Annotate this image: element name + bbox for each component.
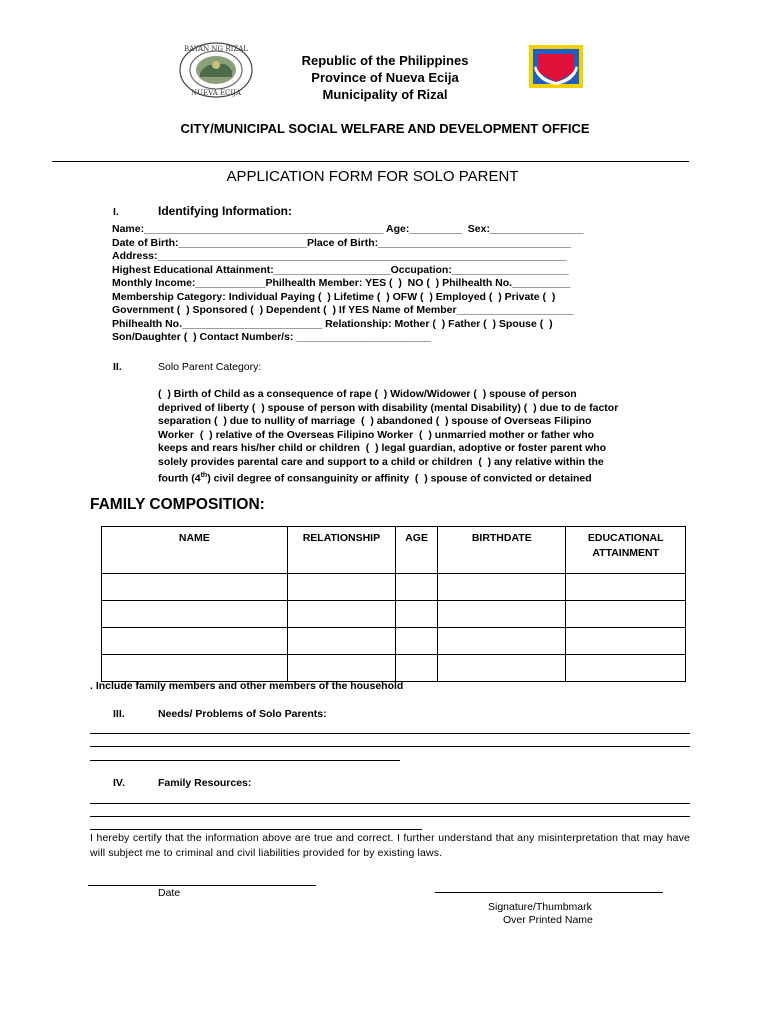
education-occupation-line[interactable]: Highest Educational Attainment:____________________Occupation:____________________: [112, 263, 569, 276]
header-republic: Republic of the Philippines: [301, 53, 469, 68]
category-line[interactable]: deprived of liberty ( ) spouse of person with disability (mental Disability) ( ) due to de factor: [158, 401, 619, 414]
category-line[interactable]: ( ) Birth of Child as a consequence of rape ( ) Widow/Widower ( ) spouse of person: [158, 388, 577, 400]
section4-heading: Family Resources:: [158, 777, 252, 789]
relationship-line[interactable]: Philhealth No.________________________ Relationship: Mother ( ) Father ( ) Spouse ( ): [112, 317, 553, 330]
category-line[interactable]: fourth (4th) civil degree of consanguinity or affinity ( ) spouse of convicted or detained: [158, 472, 592, 485]
category-line[interactable]: separation ( ) due to nullity of marriage ( ) abandoned ( ) spouse of Overseas Filipino: [158, 415, 592, 427]
col-age: AGE: [396, 527, 438, 574]
table-row: [102, 628, 686, 655]
solo-parent-categories: [158, 388, 698, 486]
date-line[interactable]: [88, 885, 316, 886]
table-row: [102, 601, 686, 628]
category-line[interactable]: solely provides parental care and support to a child or children ( ) any relative within the: [158, 455, 604, 468]
family-table: [101, 526, 686, 682]
category-line[interactable]: Worker ( ) relative of the Overseas Filipino Worker ( ) unmarried mother or father who: [158, 428, 595, 441]
table-cell[interactable]: [566, 628, 686, 655]
family-table-header: [102, 527, 686, 574]
printed-name-label: Over Printed Name: [503, 914, 593, 926]
table-row: [102, 574, 686, 601]
svg-text:BAYAN NG RIZAL: BAYAN NG RIZAL: [184, 45, 248, 53]
dswd-logo: [528, 44, 584, 89]
table-cell[interactable]: [287, 655, 395, 682]
family-heading: FAMILY COMPOSITION:: [90, 496, 265, 513]
resources-line-3[interactable]: [90, 829, 422, 830]
section1-heading: Identifying Information:: [158, 204, 292, 218]
table-cell[interactable]: [287, 601, 395, 628]
col-birthdate: BIRTHDATE: [438, 527, 566, 574]
form-title: APPLICATION FORM FOR SOLO PARENT: [226, 168, 519, 185]
section1-numeral: I.: [113, 206, 119, 218]
address-line[interactable]: Address:______________________________________________________________________: [112, 250, 567, 262]
col-name: NAME: [102, 527, 288, 574]
identifying-info-block: [112, 223, 672, 345]
header-municipality: Municipality of Rizal: [322, 87, 448, 102]
resources-line-2[interactable]: [90, 816, 690, 817]
contact-line[interactable]: Son/Daughter ( ) Contact Number/s: _______________________: [112, 331, 431, 343]
certification-text: I hereby certify that the information above are true and correct. I further understand that any misinterpretation that may have will subject me to criminal and civil liabilities provided for by existing laws.: [90, 832, 690, 859]
svg-text:NUEVA ECIJA: NUEVA ECIJA: [190, 89, 242, 97]
table-cell[interactable]: [396, 601, 438, 628]
table-cell[interactable]: [102, 628, 288, 655]
membership-category-line[interactable]: Membership Category: Individual Paying ( ) Lifetime ( ) OFW ( ) Employed ( ) Private ( ): [112, 290, 556, 303]
table-cell[interactable]: [287, 628, 395, 655]
section4-numeral: IV.: [113, 777, 125, 789]
needs-line-2[interactable]: [90, 746, 690, 747]
name-age-sex-line[interactable]: Name:_________________________________________ Age:_________ Sex:________________: [112, 223, 584, 235]
table-cell[interactable]: [438, 574, 566, 601]
family-note: . Include family members and other members of the household: [90, 680, 404, 692]
header-province: Province of Nueva Ecija: [311, 70, 459, 85]
table-cell[interactable]: [438, 601, 566, 628]
needs-line-3[interactable]: [90, 760, 400, 761]
table-row: [102, 655, 686, 682]
table-cell[interactable]: [566, 655, 686, 682]
signature-line[interactable]: [435, 892, 663, 893]
table-cell[interactable]: [438, 655, 566, 682]
income-philhealth-line[interactable]: Monthly Income:____________Philhealth Member: YES ( ) NO ( ) Philhealth No.__________: [112, 277, 571, 289]
office-title: CITY/MUNICIPAL SOCIAL WELFARE AND DEVELOPMENT OFFICE: [180, 121, 590, 136]
section2-heading: Solo Parent Category:: [158, 361, 262, 373]
birth-line[interactable]: Date of Birth:______________________Place of Birth:_________________________________: [112, 236, 571, 249]
table-cell[interactable]: [566, 574, 686, 601]
table-cell[interactable]: [396, 655, 438, 682]
table-cell[interactable]: [102, 601, 288, 628]
table-cell[interactable]: [102, 574, 288, 601]
government-line[interactable]: Government ( ) Sponsored ( ) Dependent ( ) If YES Name of Member____________________: [112, 304, 574, 316]
section3-numeral: III.: [113, 708, 125, 720]
section2-numeral: II.: [113, 361, 122, 373]
col-educational-attainment: EDUCATIONAL ATTAINMENT: [566, 527, 686, 574]
table-cell[interactable]: [566, 601, 686, 628]
table-cell[interactable]: [102, 655, 288, 682]
signature-label: Signature/Thumbmark: [488, 901, 592, 913]
table-cell[interactable]: [287, 574, 395, 601]
header-divider: [52, 161, 689, 162]
table-cell[interactable]: [438, 628, 566, 655]
table-cell[interactable]: [396, 628, 438, 655]
table-cell[interactable]: [396, 574, 438, 601]
category-line[interactable]: keeps and rears his/her child or children ( ) legal guardian, adoptive or foster parent who: [158, 442, 607, 454]
date-label: Date: [158, 887, 181, 899]
col-relationship: RELATIONSHIP: [287, 527, 395, 574]
needs-line-1[interactable]: [90, 733, 690, 734]
resources-line-1[interactable]: [90, 803, 690, 804]
section3-heading: Needs/ Problems of Solo Parents:: [158, 708, 327, 720]
